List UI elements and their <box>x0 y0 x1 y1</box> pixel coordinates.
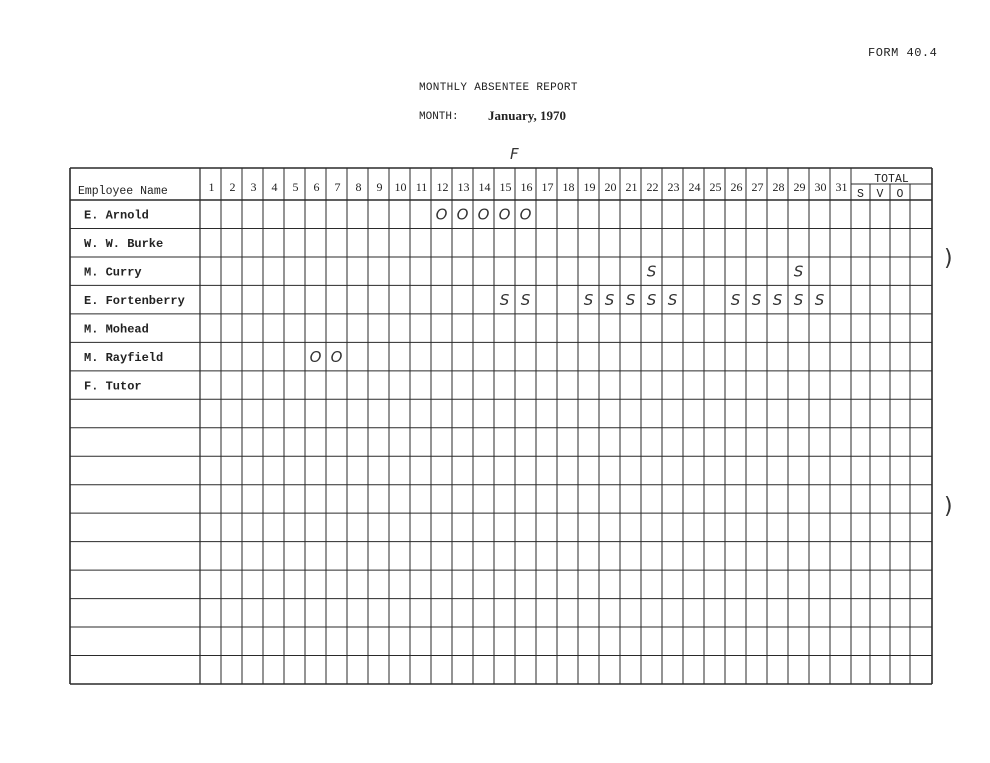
day-header: 7 <box>334 180 341 194</box>
day-header: 24 <box>688 180 701 194</box>
employee-name: F. Tutor <box>84 379 142 394</box>
month-value: January, 1970 <box>488 108 567 123</box>
day-header: 23 <box>667 180 680 194</box>
absence-mark: O <box>435 205 448 224</box>
day-header: 4 <box>271 180 278 194</box>
day-header: 11 <box>415 180 428 194</box>
day-header: 21 <box>625 180 638 194</box>
absence-mark: S <box>772 291 783 310</box>
absence-mark: S <box>604 291 615 310</box>
total-subheader: V <box>876 188 884 201</box>
margin-mark-lower: ) <box>944 494 953 519</box>
day-header: 3 <box>250 180 257 194</box>
day-header: 2 <box>229 180 236 194</box>
handwritten-mark: F <box>510 145 519 163</box>
day-header: 16 <box>520 180 533 194</box>
day-header: 31 <box>835 180 848 194</box>
report-title: MONTHLY ABSENTEE REPORT <box>419 82 578 94</box>
employee-name: M. Rayfield <box>84 351 164 366</box>
absence-mark: S <box>793 291 804 310</box>
day-header: 28 <box>772 180 785 194</box>
day-header: 14 <box>478 180 491 194</box>
absence-mark: O <box>330 348 343 367</box>
day-header: 6 <box>313 180 320 194</box>
day-header: 17 <box>541 180 554 194</box>
absence-mark: O <box>498 205 511 224</box>
absence-mark: O <box>519 205 532 224</box>
day-header: 10 <box>394 180 407 194</box>
absence-mark: O <box>456 205 469 224</box>
day-header: 15 <box>499 180 512 194</box>
day-header: 13 <box>457 180 470 194</box>
employee-name: E. Arnold <box>84 208 149 223</box>
absence-mark: S <box>667 291 678 310</box>
day-header: 5 <box>292 180 299 194</box>
absence-mark: S <box>520 291 531 310</box>
margin-mark-upper: ) <box>944 246 953 271</box>
absence-mark: S <box>793 262 804 281</box>
day-header: 12 <box>436 180 449 194</box>
employee-name: E. Fortenberry <box>84 294 185 309</box>
employee-name-header: Employee Name <box>78 185 168 198</box>
absence-mark: O <box>477 205 490 224</box>
day-header: 26 <box>730 180 743 194</box>
day-header: 19 <box>583 180 596 194</box>
employee-name: M. Mohead <box>84 322 149 337</box>
employee-name: W. W. Burke <box>84 237 164 252</box>
form-number: FORM 40.4 <box>868 46 938 60</box>
absence-mark: S <box>814 291 825 310</box>
total-header: TOTAL <box>874 173 909 186</box>
day-header: 22 <box>646 180 659 194</box>
day-header: 30 <box>814 180 827 194</box>
day-header: 8 <box>355 180 362 194</box>
absence-mark: S <box>730 291 741 310</box>
day-header: 27 <box>751 180 764 194</box>
absence-mark: S <box>646 291 657 310</box>
employee-name: M. Curry <box>84 265 142 280</box>
total-subheader: S <box>857 188 864 201</box>
absence-mark: O <box>309 348 322 367</box>
total-subheader: O <box>896 188 904 201</box>
day-header: 9 <box>376 180 383 194</box>
absence-mark: S <box>646 262 657 281</box>
day-header: 20 <box>604 180 617 194</box>
absence-mark: S <box>751 291 762 310</box>
day-header: 25 <box>709 180 722 194</box>
day-header: 18 <box>562 180 575 194</box>
absence-mark: S <box>625 291 636 310</box>
day-header: 1 <box>208 180 215 194</box>
day-header: 29 <box>793 180 806 194</box>
absence-mark: S <box>499 291 510 310</box>
absence-mark: S <box>583 291 594 310</box>
month-label: MONTH: <box>419 111 459 123</box>
